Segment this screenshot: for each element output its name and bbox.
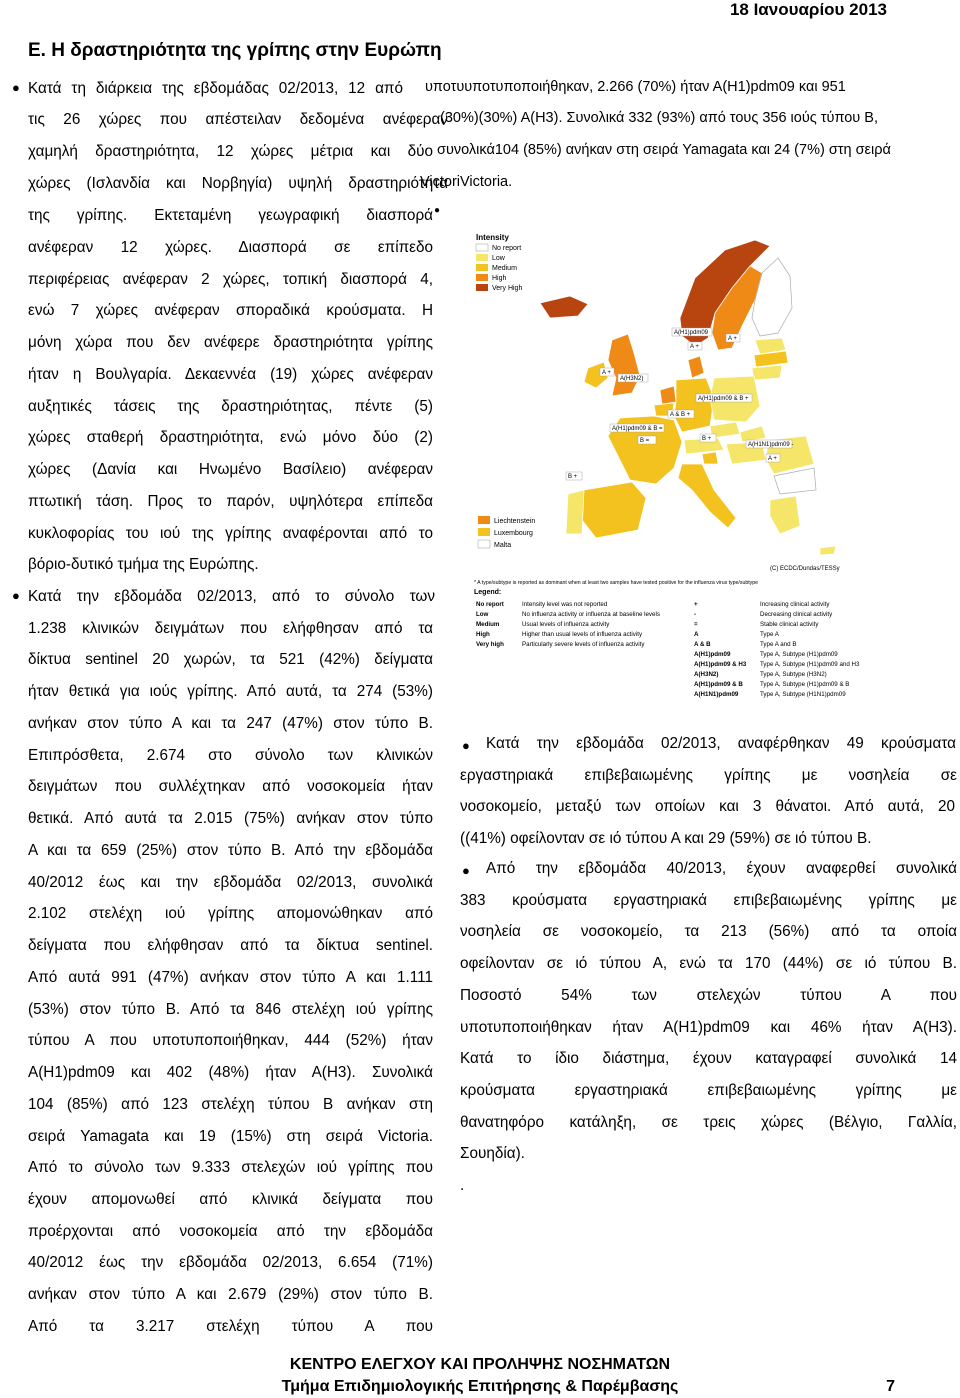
footer-organization: ΚΕΝΤΡΟ ΕΛΕΓΧΟΥ ΚΑΙ ΠΡΟΛΗΨΗΣ ΝΟΣΗΜΑΤΩΝ	[289, 1356, 671, 1373]
text-line: εργαστηριακά επιβεβαιωμένης γρίπης με νοσηλεία σε	[460, 767, 957, 784]
legend-intensity-desc: No influenza activity or influenza at baseline levels	[522, 611, 660, 618]
legend-trend-key: +	[694, 601, 698, 608]
text-line: προέρχονται από νοσοκομεία από την εβδομάδα	[28, 1223, 433, 1240]
map-label: A +	[690, 344, 699, 350]
text-line: ((41%) οφείλονταν σε ιό τύπου Α και 29 (59%) σε ιό τύπου Β.	[460, 830, 872, 847]
legend-intensity-desc: Intensity level was not reported	[522, 601, 608, 608]
legend-trend-key: A(H1N1)pdm09	[694, 691, 739, 698]
text-line: πτωτική τάση. Προς το παρόν, υψηλότερα επίπεδα	[28, 493, 433, 510]
overlay-text-line: VictoriVictoria.	[420, 174, 513, 190]
text-line: 104 (85%) από 123 στελέχη τύπου Β ανήκαν στη	[28, 1096, 433, 1113]
text-line: Από τα 3.217 στελέχη τύπου Α που	[28, 1318, 433, 1335]
legend-trend-key: A	[694, 631, 699, 638]
text-line: κρούσματα εργαστηριακά επιβεβαιωμένης γρίπης με	[460, 1082, 957, 1099]
legend-trend-key: A(H3N2)	[694, 671, 719, 678]
intensity-title: Intensity	[476, 233, 509, 242]
map-label: B =	[640, 438, 650, 444]
overlay-text-line: συνολικά104 (85%) ανήκαν στη σειρά Yamagata και 24 (7%) στη σειρά	[437, 142, 891, 158]
legend-trend-key: A & B	[694, 641, 711, 648]
legend-title: Legend:	[474, 589, 502, 596]
small-country-luxembourg: Luxembourg	[494, 530, 533, 537]
legend-trend-key: -	[694, 611, 697, 618]
text-line: ενώ 7 χώρες ανέφεραν σποραδικά κρούσματα. Η	[28, 302, 433, 319]
country-spain	[582, 482, 646, 538]
text-line: μόνη χώρα που δεν ανέφερε δραστηριότητα γρίπης	[28, 334, 433, 351]
map-label: B +	[702, 436, 712, 442]
legend-high: High	[492, 275, 507, 282]
legend-intensity-desc: Higher than usual levels of influenza activity	[522, 631, 643, 638]
text-line: χώρες (Ισλανδία και Νορβηγία) υψηλή δραστηριότητα	[28, 175, 448, 192]
text-line: κυκλοφορίας του ιού της γρίπης αναφέρονται από το	[28, 525, 433, 542]
legend-trend-desc: Type A, Subtype (H3N2)	[760, 671, 827, 678]
country-germany	[674, 378, 714, 432]
small-country-malta: Malta	[494, 542, 512, 549]
legend-trend-desc: Decreasing clinical activity	[760, 611, 833, 618]
country-portugal	[566, 490, 584, 534]
text-line: αυξητικές τάσεις της δραστηριότητας, πέντε (5)	[28, 398, 433, 415]
text-line: ήταν θετικά για ιούς γρίπης. Από αυτά, τα 274 (53%)	[28, 683, 433, 700]
map-label: A & B +	[670, 412, 691, 418]
text-line: χαμηλή δραστηριότητα, 12 χώρες μέτρια και δύο	[28, 143, 433, 160]
text-line: χώρες σταθερή δραστηριότητα, ενώ μόνο δύο (2)	[28, 429, 433, 446]
legend-very-high: Very High	[492, 285, 523, 292]
text-line: βόριο-δυτικό τμήμα της Ευρώπης.	[28, 556, 259, 573]
text-line: Από αυτά 991 (47%) ανήκαν στον τύπο Α και 1.111	[28, 969, 433, 986]
bullet-icon: ●	[462, 738, 470, 753]
legend-trend-key: =	[694, 621, 698, 628]
map-label: B +	[568, 474, 578, 480]
map-copyright: (C) ECDC/Dundas/TESSy	[770, 566, 840, 572]
text-line: ήταν η Βουλγαρία. Δεκαεννέα (19) χώρες ανέφεραν	[28, 366, 433, 383]
text-line: Από το σύνολο των 9.333 στελεχών ιού γρίπης που	[28, 1159, 433, 1176]
legend-intensity-desc: Particularly severe levels of influenza activity	[522, 641, 645, 648]
map-footnote: * A type/subtype is reported as dominant when at least two samples have tested positive for the influenza virus type/subtype	[474, 580, 759, 586]
text-line: Από την εβδομάδα 40/2013, έχουν αναφερθεί συνολικά	[486, 860, 957, 877]
text-line: δειγμάτων που συλλέχτηκαν από νοσοκομεία ήταν	[28, 778, 433, 795]
legend-intensity-key: Low	[476, 611, 489, 618]
bullet-icon: ●	[434, 205, 441, 216]
legend-no-report: No report	[492, 245, 522, 252]
map-label: A(H3N2)	[620, 376, 644, 382]
text-line: νοσηλεία σε νοσοκομείο, τα 213 (56%) από τα οποία	[460, 923, 957, 940]
legend-trend-desc: Type A and B	[760, 641, 797, 648]
text-line: Α και τα 659 (25%) στον τύπο Β. Από την εβδομάδα	[28, 842, 433, 859]
text-line: της γρίπης. Εκτεταμένη γεωγραφική διασπορά	[28, 207, 433, 224]
map-label: A(H1N1)pdm09 -	[748, 442, 794, 448]
text-line: δίκτυα sentinel 20 χωρών, τα 521 (42%) δείγματα	[28, 651, 433, 668]
legend-trend-desc: Type A	[760, 631, 779, 638]
legend-intensity-key: High	[476, 631, 490, 638]
bullet-icon: ●	[462, 863, 470, 878]
text-line: υποτυποποιήθηκαν ήταν Α(Η1)pdm09 και 46% ήταν Α(Η3).	[460, 1019, 957, 1036]
text-line: Σουηδία).	[460, 1145, 525, 1162]
map-label: A(H1)pdm09 & B +	[698, 396, 749, 402]
bullet-icon: ●	[12, 80, 20, 95]
text-line: .	[460, 1177, 465, 1194]
text-line: σειρά Yamagata και 19 (15%) στη σειρά Victoria.	[28, 1128, 433, 1145]
text-line: θανατηφόρο κατάληξη, σε τρεις χώρες (Βέλγιο, Γαλλία,	[460, 1114, 957, 1131]
header-date: 18 Ιανουαρίου 2013	[729, 0, 887, 19]
text-line: (53%) στον τύπο Β. Από τα 846 στελέχη ιού γρίπης	[28, 1001, 433, 1018]
text-line: 40/2012 έως την εβδομάδα 02/2013, 6.654 (71%)	[28, 1254, 433, 1271]
text-line: Επιπρόσθετα, 2.674 στο σύνολο των κλινικών	[28, 747, 433, 764]
text-line: χώρες (Δανία και Ηνωμένο Βασίλειο) ανέφεραν	[28, 461, 433, 478]
country-cyprus	[820, 546, 836, 555]
country-slovenia	[702, 452, 718, 464]
legend-intensity-key: No report	[476, 601, 504, 608]
text-line: νοσοκομείο, μεταξύ των οποίων και 3 θάνατοι. Από αυτά, 20	[460, 798, 955, 815]
text-line: έχουν απομονωθεί από κλινικά δείγματα που	[28, 1191, 433, 1208]
overlay-text-line: (30%)(30%) Α(Η3). Συνολικά 332 (93%) από τους 356 ιούς τύπου Β,	[440, 110, 878, 126]
legend-trend-key: A(H1)pdm09 & B	[694, 681, 743, 688]
text-line: ανήκαν στον τύπο Α και 2.679 (29%) στον τύπο Β.	[28, 1286, 433, 1303]
page-number: 7	[886, 1378, 895, 1395]
text-line: δείγματα που ελήφθησαν από τα δίκτυα sentinel.	[28, 937, 433, 954]
legend-intensity-key: Medium	[476, 621, 500, 628]
text-line: Ποσοστό 54% των στελεχών τύπου Α που	[460, 987, 957, 1004]
legend-trend-desc: Increasing clinical activity	[760, 601, 830, 608]
legend-medium: Medium	[492, 265, 517, 272]
text-line: Κατά την εβδομάδα 02/2013, από το σύνολο των	[28, 588, 435, 605]
footer-department: Τμήμα Επιδημιολογικής Επιτήρησης & Παρέμβασης	[281, 1378, 679, 1395]
map-label: A +	[602, 370, 611, 376]
text-line: Α(Η1)pdm09 και 402 (48%) ήταν Α(Η3). Συνολικά	[28, 1064, 433, 1081]
legend-trend-desc: Type A, Subtype (H1)pdm09 and H3	[760, 661, 860, 668]
text-line: ανέφεραν 12 χώρες. Διασπορά σε επίπεδο	[28, 239, 433, 256]
text-line: τις 26 χώρες που απέστειλαν δεδομένα ανέφεραν	[28, 111, 448, 128]
text-line: 383 κρούσματα εργαστηριακά επιβεβαιωμένης γρίπης με	[460, 892, 957, 909]
text-line: 1.238 κλινικών δειγμάτων που ελήφθησαν από τα	[28, 620, 433, 637]
bullet-icon: ●	[12, 588, 20, 603]
map-label: A +	[768, 456, 777, 462]
text-line: οφείλονταν σε ιό τύπου Α, ενώ τα 170 (44%) σε ιό τύπου Β.	[460, 955, 957, 972]
legend-trend-key: A(H1)pdm09	[694, 651, 731, 658]
legend-low: Low	[492, 255, 505, 262]
section-title: Ε. Η δραστηριότητα της γρίπης στην Ευρώπη	[28, 40, 442, 61]
text-line: τύπου Α που υποτυποποιήθηκαν, 444 (52%) ήταν	[28, 1032, 433, 1049]
legend-trend-desc: Type A, Subtype (H1)pdm09 & B	[760, 681, 850, 688]
map-label: A(H1)pdm09	[674, 330, 709, 336]
overlay-text-line: υποτυυποτυποποιήθηκαν, 2.266 (70%) ήταν Α(Η1)pdm09 και 951	[425, 79, 846, 95]
text-line: Κατά το ίδιο διάστημα, έχουν καταγραφεί συνολικά 14	[460, 1050, 957, 1067]
legend-trend-desc: Type A, Subtype (H1)pdm09	[760, 651, 838, 658]
text-line: περιφέρειας ανέφεραν 2 χώρες, τοπική διασπορά 4,	[28, 271, 433, 288]
text-line: ανήκαν στον τύπο Α και τα 247 (47%) στον τύπο Β.	[28, 715, 433, 732]
legend-trend-key: A(H1)pdm09 & H3	[694, 661, 747, 668]
map-label: A +	[728, 336, 737, 342]
legend-trend-desc: Type A, Subtype (H1N1)pdm09	[760, 691, 846, 698]
map-svg	[470, 228, 860, 710]
text-line: 40/2012 έως και την εβδομάδα 02/2013, συνολικά	[28, 874, 433, 891]
small-country-liechtenstein: Liechtenstein	[494, 518, 536, 525]
legend-intensity-key: Very high	[476, 641, 504, 648]
text-line: Κατά την εβδομάδα 02/2013, αναφέρθηκαν 49 κρούσματα	[486, 735, 956, 752]
influenza-intensity-map	[470, 228, 860, 710]
map-label: A(H1)pdm09 & B =	[612, 426, 663, 432]
text-line: 2.102 στελέχη ιού γρίπης απομονώθηκαν από	[28, 905, 433, 922]
text-line: Κατά τη διάρκεια της εβδομάδας 02/2013, 12 από	[28, 80, 403, 97]
text-line: θετικά. Από αυτά τα 2.015 (75%) ανήκαν στον τύπο	[28, 810, 433, 827]
legend-trend-desc: Stable clinical activity	[760, 621, 819, 628]
country-lithuania	[752, 365, 782, 380]
legend-intensity-desc: Usual levels of influenza activity	[522, 621, 610, 628]
